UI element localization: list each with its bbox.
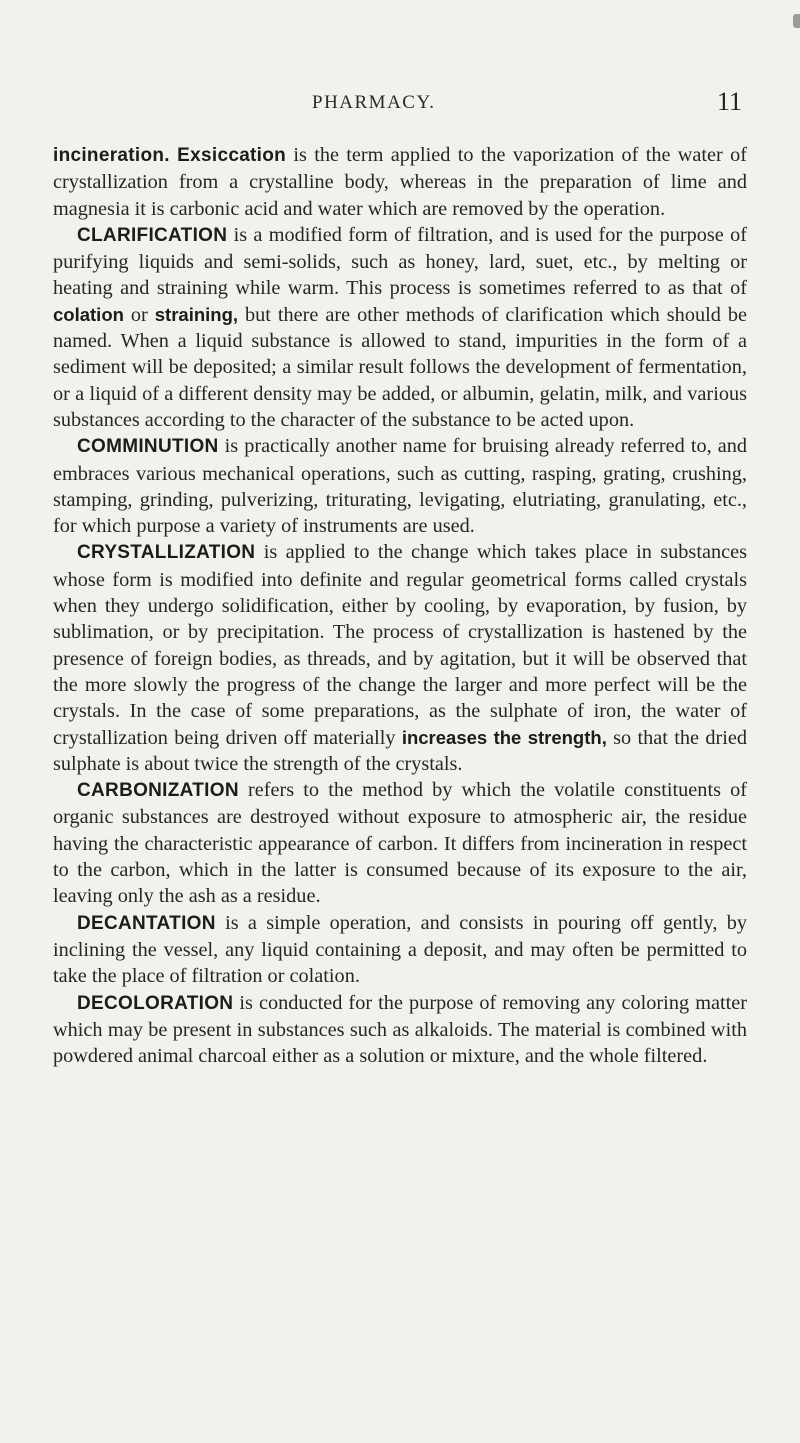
paragraph-comminution xyxy=(53,433,747,539)
running-title: PHARMACY. xyxy=(312,92,436,113)
term-carbonization: CARBONIZATION xyxy=(77,780,239,802)
paragraph-text: is practically another name for bruising already referred to, and embraces various mechanical operations, such as cutting, rasping, grating, crushing, stamping, grinding, pulverizing, triturating, levigating, elutriating, granulating, etc., for which purpose a variety of instruments are used. xyxy=(53,435,747,538)
page-number: 11 xyxy=(717,87,743,116)
page-edge-mark xyxy=(793,14,800,28)
text-body xyxy=(53,142,747,1069)
emphasis-increases-strength: increases the strength, xyxy=(401,726,607,748)
paragraph-text: so that the dried sulphate is about twice the strength of the crystals. xyxy=(53,726,747,775)
paragraph-exsiccation xyxy=(53,142,747,222)
running-head xyxy=(0,87,800,120)
term-decantation: DECANTATION xyxy=(77,912,216,934)
paragraph-decoloration xyxy=(53,990,747,1070)
paragraph-crystallization xyxy=(53,539,747,777)
paragraph-carbonization xyxy=(53,777,747,909)
term-comminution: COMMINUTION xyxy=(77,436,219,458)
paragraph-text: but there are other methods of clarification which should be named. When a liquid substance is allowed to stand, impurities in the form of a sediment will be deposited; a similar result follows the development of fermentation, or a liquid of a different density may be added, or albumin, gelatin, milk, and various substances according to the character of the substance to be acted upon. xyxy=(53,303,747,431)
paragraph-text: or xyxy=(123,303,155,326)
paragraph-text: is conducted for the purpose of removing any coloring matter which may be present in substances such as alkaloids. The material is combined with powdered animal charcoal either as a solution or mixture, and the whole filtered. xyxy=(53,991,747,1068)
emphasis-straining: straining, xyxy=(154,303,239,325)
term-decoloration: DECOLORATION xyxy=(77,992,234,1014)
emphasis-colation: colation xyxy=(53,303,124,325)
paragraph-clarification xyxy=(53,222,747,433)
paragraph-text: is applied to the change which takes place in substances whose form is modified into definite and regular geometrical forms called crystals when they undergo solidification, either by cooling, by evaporation, by fusion, by sublimation, or by precipitation. The process of crystallization is hastened by the presence of foreign bodies, as threads, and by agitation, but it will be observed that the more slowly the progress of the change the larger and more perfect will be the crystals. In the case of some preparations, as the sulphate of iron, the water of crystallization being driven off materially xyxy=(53,541,747,749)
paragraph-text: is a modified form of filtration, and is used for the purpose of purifying liquids and semi-solids, such as honey, lard, suet, etc., by melting or heating and straining while warm. This process is sometimes referred to as that of xyxy=(53,223,747,300)
paragraph-decantation xyxy=(53,910,747,990)
paragraph-text: refers to the method by which the volatile constituents of organic substances are destroyed without exposure to atmospheric air, the residue having the characteristic appearance of carbon. It differs from incineration in respect to the carbon, which in the latter is consumed because of its exposure to the air, leaving only the ash as a residue. xyxy=(53,779,747,908)
term-exsiccation: Exsiccation xyxy=(177,145,287,166)
term-incineration-continued: incineration. xyxy=(53,145,170,166)
term-crystallization: CRYSTALLIZATION xyxy=(77,542,256,564)
term-clarification: CLARIFICATION xyxy=(77,224,228,246)
paragraph-text: is the term applied to the vaporization of the water of crystallization from a crystalline body, whereas in the preparation of lime and magnesia it is carbonic acid and water which are removed by the operation. xyxy=(53,144,747,220)
paragraph-text: is a simple operation, and consists in pouring off gently, by inclining the vessel, any liquid containing a deposit, and may often be permitted to take the place of filtration or colation. xyxy=(53,911,747,988)
